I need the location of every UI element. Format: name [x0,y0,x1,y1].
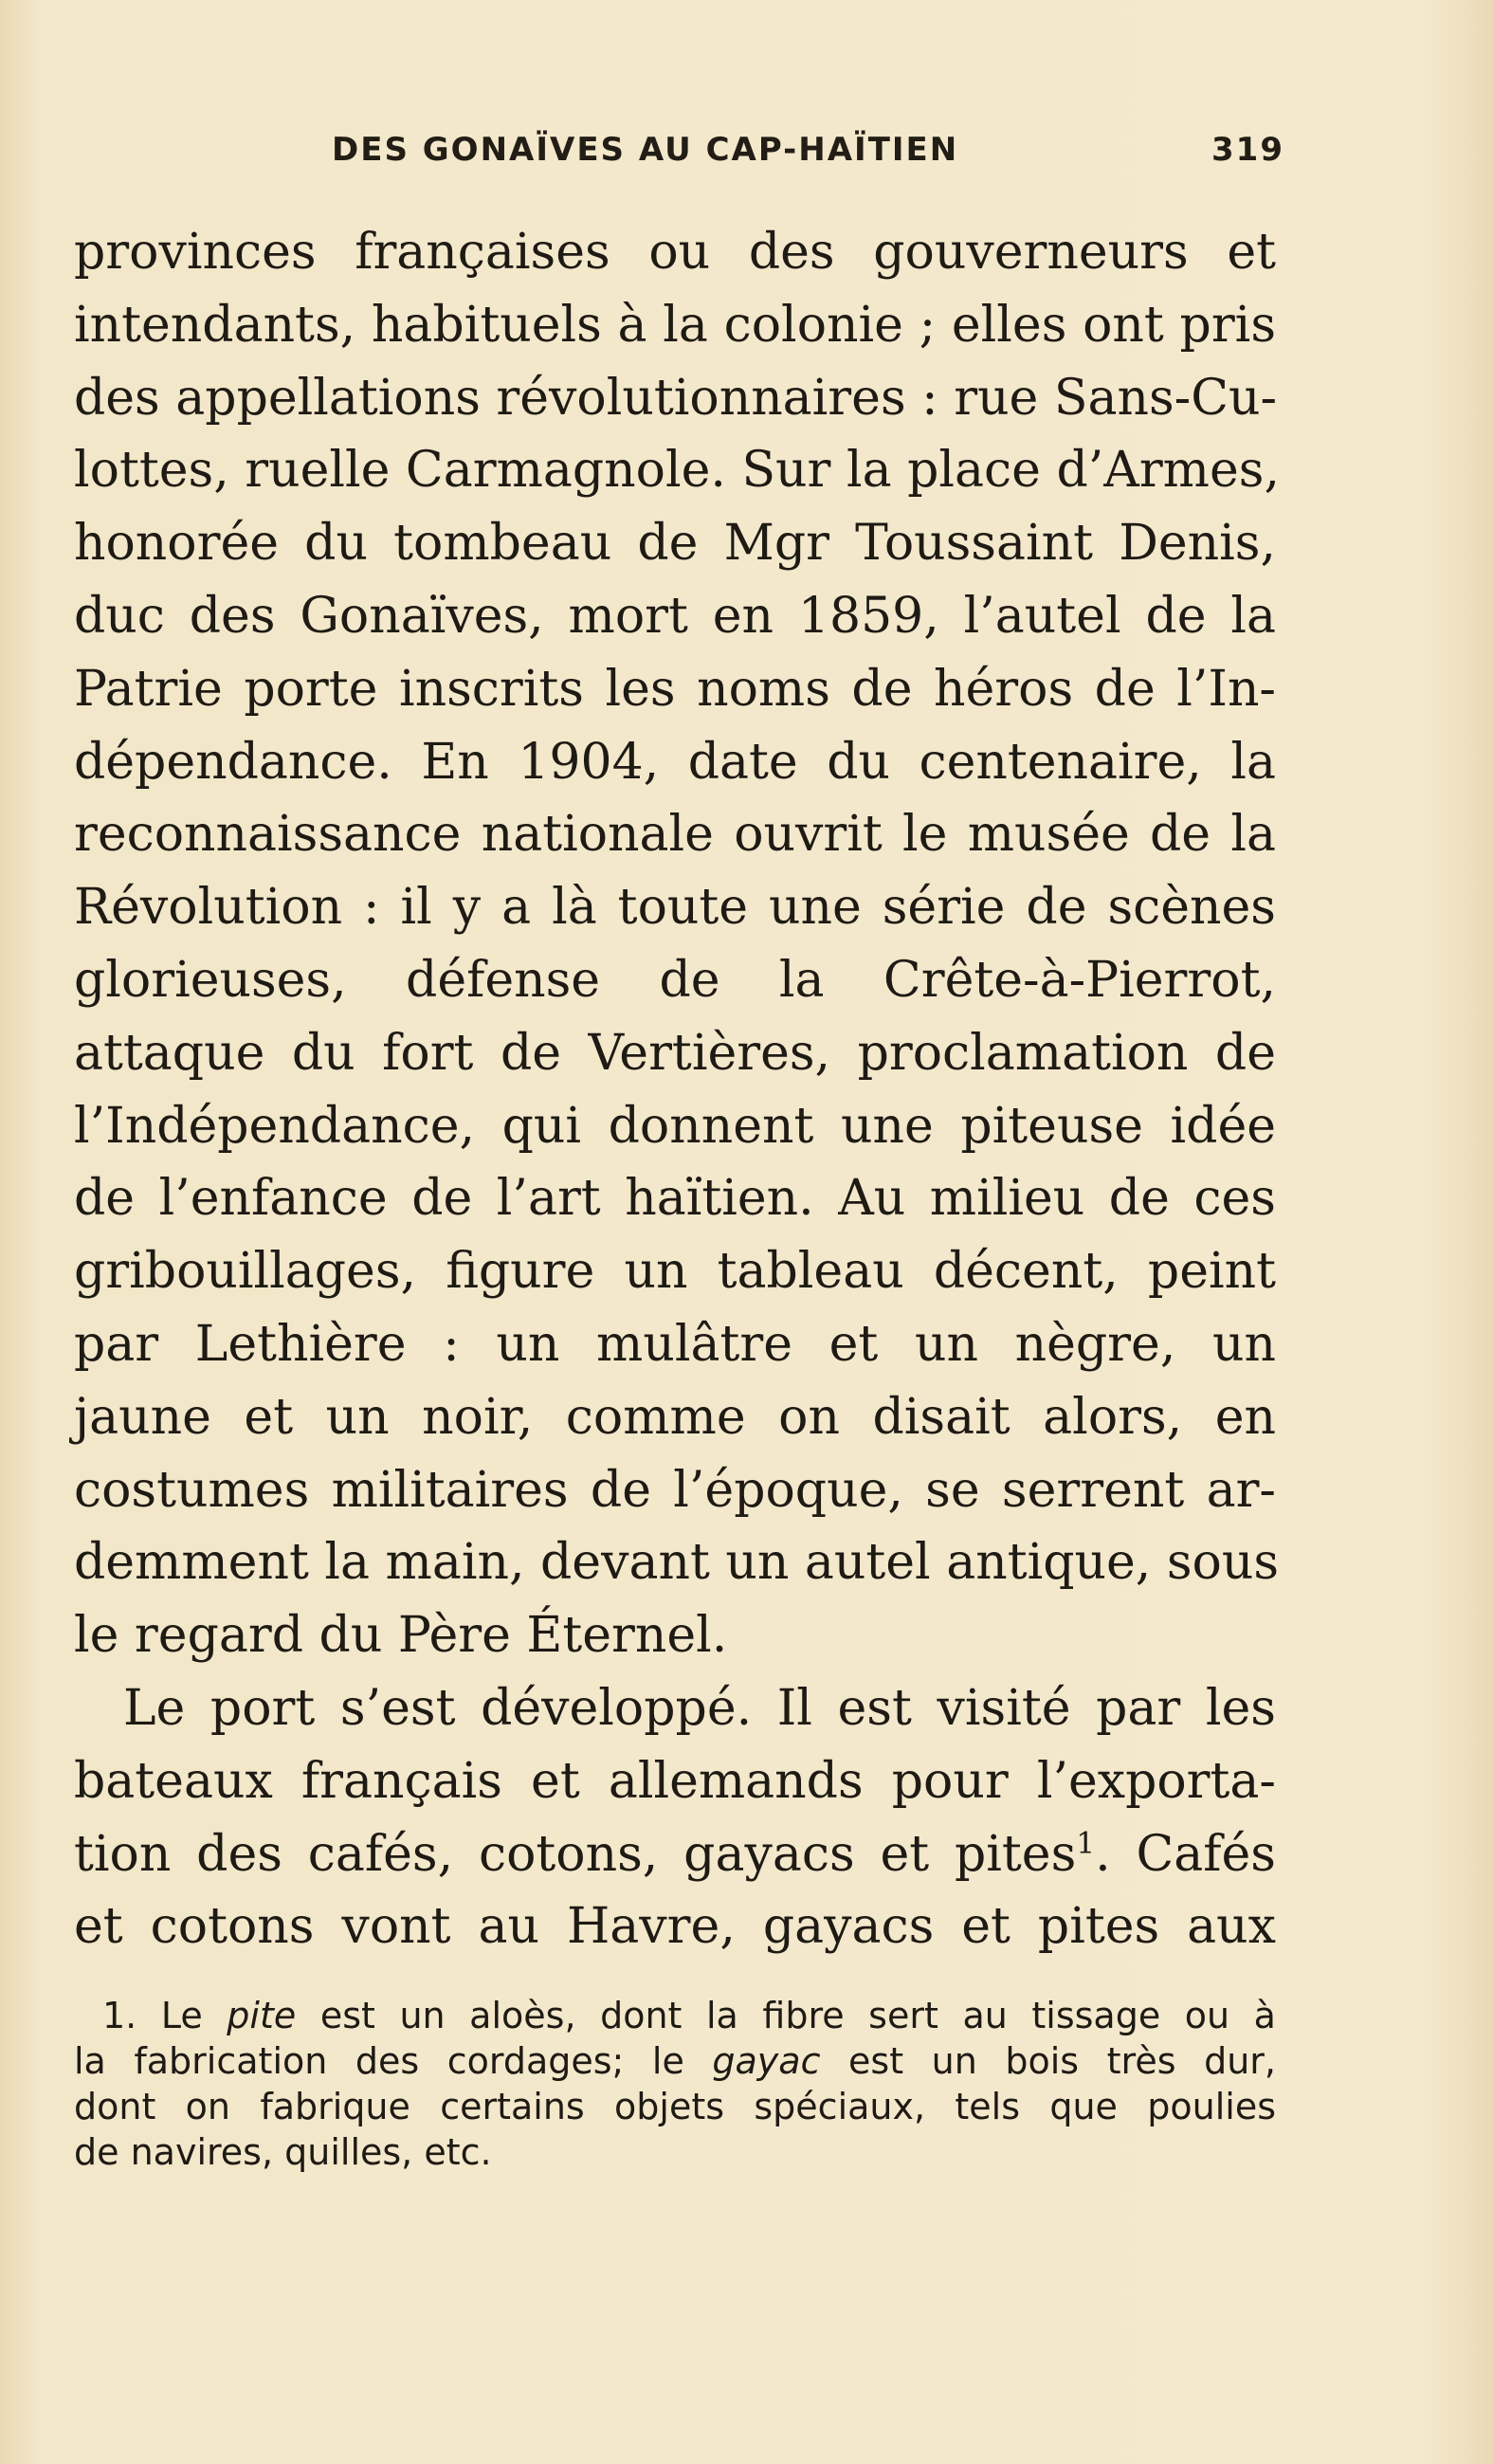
footnote-text: est un bois très dur, [848,2040,1276,2082]
text-line: le regard du Père Éternel. [74,1607,728,1665]
body-text [74,216,1280,1963]
text-line: par Lethière : un mulâtre et un nègre, un [74,1315,1276,1373]
footnote-term: pite [227,1995,297,2036]
text-line: reconnaissance nationale ouvrit le musée de la [74,806,1276,864]
text-line: et cotons vont au Havre, gayacs et pites aux [74,1898,1276,1956]
footnote-text: Le [160,1995,203,2036]
text-line: provinces françaises ou des gouverneurs et [74,224,1276,281]
text-line: honorée du tombeau de Mgr Toussaint Denis, [74,515,1276,573]
footnote-reference[interactable]: 1 [1076,1826,1096,1861]
text-line: gribouillages, figure un tableau décent, peint [74,1243,1276,1301]
footnote-line: dont on fabrique certains objets spéciaux, tels que poulies [74,2086,1276,2127]
text-line: dépendance. En 1904, date du centenaire, la [74,733,1276,791]
text-line: Patrie porte inscrits les noms de héros de l’In- [74,660,1276,718]
footnote-line [74,1993,1276,2038]
footnote-term: gayac [712,2040,821,2082]
text-line: l’Indépendance, qui donnent une piteuse idée [74,1097,1276,1155]
text-line: intendants, habituels à la colonie ; elles ont pris [74,296,1276,354]
text-line: bateaux français et allemands pour l’exporta- [74,1752,1276,1810]
page-header [332,131,1284,178]
text-line-segment: tion des cafés, cotons, gayacs et pites [74,1825,1077,1883]
text-line: demment la main, devant un autel antique, sous [74,1534,1280,1592]
text-line-segment: . Cafés [1095,1825,1276,1883]
text-line: duc des Gonaïves, mort en 1859, l’autel de la [74,587,1276,645]
text-line: attaque du fort de Vertières, proclamation de [74,1024,1276,1082]
text-line: jaune et un noir, comme on disait alors, en [74,1388,1276,1446]
running-title: DES GONAÏVES AU CAP-HAÏTIEN [332,131,959,169]
footnote-line: de navires, quilles, etc. [74,2131,492,2173]
footnote-text: la fabrication des cordages; le [74,2040,684,2082]
text-line: costumes militaires de l’époque, se serrent ar- [74,1461,1276,1519]
text-line: lottes, ruelle Carmagnole. Sur la place d’Armes, [74,442,1280,500]
text-line: des appellations révolutionnaires : rue Sans-Cu- [74,369,1278,427]
footnote-line [74,2038,1276,2084]
text-line-with-footnote-ref [74,1818,1276,1891]
footnote-text: est un aloès, dont la fibre sert au tissage ou à [319,1995,1276,2036]
text-line: glorieuses, défense de la Crête-à-Pierrot, [74,951,1276,1009]
text-line: de l’enfance de l’art haïtien. Au milieu de ces [74,1170,1276,1228]
paragraph-start-line: Le port s’est développé. Il est visité par les [123,1679,1276,1737]
text-line: Révolution : il y a là toute une série de scènes [74,879,1276,937]
page-number: 319 [1211,131,1284,169]
footnotes [74,1993,1276,2175]
footnote-number: 1. [102,1995,137,2036]
